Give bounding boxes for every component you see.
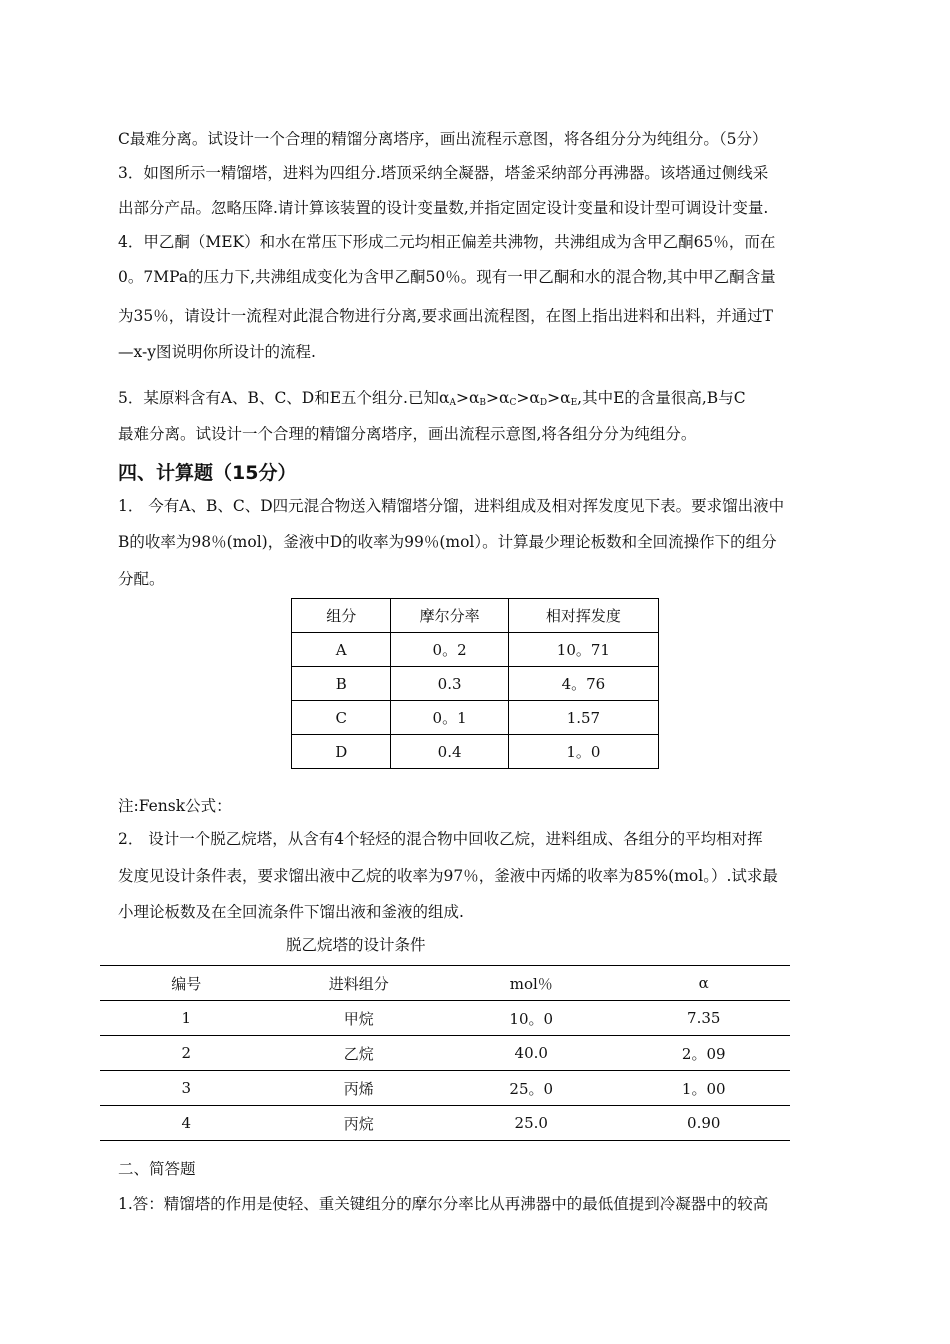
calc2-line: 发度见设计条件表，要求馏出液中乙烷的收率为97％，釜液中丙烯的收率为85%(mol。）.试求最 bbox=[118, 867, 778, 885]
question-5-line-2: 最难分离。试设计一个合理的精馏分离塔序，画出流程示意图,将各组分分为纯组分。 bbox=[118, 425, 697, 443]
paragraph-line: 0。7MPa的压力下,共沸组成变化为含甲乙酮50％。现有一甲乙酮和水的混合物,其中甲乙酮含量 bbox=[118, 268, 776, 286]
table-header-cell: α bbox=[618, 966, 791, 1001]
table-cell: A bbox=[292, 633, 391, 667]
table-row bbox=[100, 1071, 790, 1106]
calc2-line: 小理论板数及在全回流条件下馏出液和釜液的组成. bbox=[118, 903, 464, 921]
q5-suffix: ,其中E的含量很高,B与C bbox=[577, 389, 746, 407]
answers-heading: 二、简答题 bbox=[118, 1160, 196, 1178]
paragraph-line: —x-y图说明你所设计的流程. bbox=[118, 343, 316, 361]
table-cell: 1。00 bbox=[618, 1071, 791, 1106]
table-cell: 2 bbox=[100, 1036, 273, 1071]
table-cell: 0.3 bbox=[391, 667, 508, 701]
table-cell: 4。76 bbox=[508, 667, 658, 701]
table-row bbox=[100, 1036, 790, 1071]
table-cell: 2。09 bbox=[618, 1036, 791, 1071]
composition-table bbox=[291, 598, 659, 769]
table-header-cell: 编号 bbox=[100, 966, 273, 1001]
table-header-cell: 摩尔分率 bbox=[391, 599, 508, 633]
table-header-row bbox=[100, 966, 790, 1001]
table-cell: 0.90 bbox=[618, 1106, 791, 1141]
table-row bbox=[100, 1001, 790, 1036]
table-cell: 7.35 bbox=[618, 1001, 791, 1036]
table-cell: D bbox=[292, 735, 391, 769]
question-5-line-1: 5．某原料含有A、B、C、D和E五个组分.已知$\alpha_A>\alpha_B>\alpha_C>\alpha_D>\alpha_E$,其中E的含量很高,B与C bbox=[118, 389, 746, 408]
q5-prefix: 5．某原料含有A、B、C、D和E五个组分.已知 bbox=[118, 389, 439, 407]
table-cell: 丙烷 bbox=[273, 1106, 446, 1141]
table-cell: 1。0 bbox=[508, 735, 658, 769]
table-header-cell: 进料组分 bbox=[273, 966, 446, 1001]
paragraph-line: 4．甲乙酮（MEK）和水在常压下形成二元均相正偏差共沸物，共沸组成为含甲乙酮65％，而在 bbox=[118, 233, 776, 251]
table-caption: 脱乙烷塔的设计条件 bbox=[286, 936, 426, 954]
table-cell: 25。0 bbox=[445, 1071, 618, 1106]
table-cell: 1 bbox=[100, 1001, 273, 1036]
note-line: 注:Fensk公式： bbox=[118, 797, 232, 815]
table-header-cell: 相对挥发度 bbox=[508, 599, 658, 633]
table-header-row bbox=[292, 599, 659, 633]
table-header-cell: mol％ bbox=[445, 966, 618, 1001]
paragraph-line: 为35％，请设计一流程对此混合物进行分离,要求画出流程图，在图上指出进料和出料，并通过T bbox=[118, 307, 773, 325]
table-cell: 丙烯 bbox=[273, 1071, 446, 1106]
table-cell: 4 bbox=[100, 1106, 273, 1141]
table-cell: 0。2 bbox=[391, 633, 508, 667]
paragraph-line: 出部分产品。忽略压降.请计算该装置的设计变量数,并指定固定设计变量和设计型可调设计变量. bbox=[118, 199, 769, 217]
section-heading: 四、计算题（15分） bbox=[118, 462, 297, 484]
calc1-line: B的收率为98％(mol)，釜液中D的收率为99％(mol）。计算最少理论板数和全回流操作下的组分 bbox=[118, 533, 777, 551]
calc2-line: 2． 设计一个脱乙烷塔，从含有4个轻烃的混合物中回收乙烷，进料组成、各组分的平均相对挥 bbox=[118, 830, 763, 848]
table-row bbox=[292, 701, 659, 735]
calc1-line: 分配。 bbox=[118, 570, 165, 588]
table-row bbox=[292, 633, 659, 667]
table-row bbox=[292, 735, 659, 769]
design-conditions-table bbox=[100, 965, 790, 1141]
table-cell: 1.57 bbox=[508, 701, 658, 735]
paragraph-line: C最难分离。试设计一个合理的精馏分离塔序，画出流程示意图，将各组分分为纯组分。（5分） bbox=[118, 130, 768, 148]
paragraph-line: 3．如图所示一精馏塔，进料为四组分.塔顶采纳全凝器，塔釜采纳部分再沸器。该塔通过侧线采 bbox=[118, 164, 769, 182]
answer-line: 1.答：精馏塔的作用是使轻、重关键组分的摩尔分率比从再沸器中的最低值提到冷凝器中的较高 bbox=[118, 1195, 769, 1213]
calc1-line: 1． 今有A、B、C、D四元混合物送入精馏塔分馏，进料组成及相对挥发度见下表。要求馏出液中 bbox=[118, 497, 785, 515]
table-cell: C bbox=[292, 701, 391, 735]
table-cell: 0。1 bbox=[391, 701, 508, 735]
table-cell: B bbox=[292, 667, 391, 701]
table-row bbox=[100, 1106, 790, 1141]
table-cell: 3 bbox=[100, 1071, 273, 1106]
table-cell: 乙烷 bbox=[273, 1036, 446, 1071]
table-cell: 10。0 bbox=[445, 1001, 618, 1036]
table-row bbox=[292, 667, 659, 701]
table-cell: 25.0 bbox=[445, 1106, 618, 1141]
table-cell: 10。71 bbox=[508, 633, 658, 667]
table-cell: 甲烷 bbox=[273, 1001, 446, 1036]
table-cell: 40.0 bbox=[445, 1036, 618, 1071]
table-header-cell: 组分 bbox=[292, 599, 391, 633]
table-cell: 0.4 bbox=[391, 735, 508, 769]
